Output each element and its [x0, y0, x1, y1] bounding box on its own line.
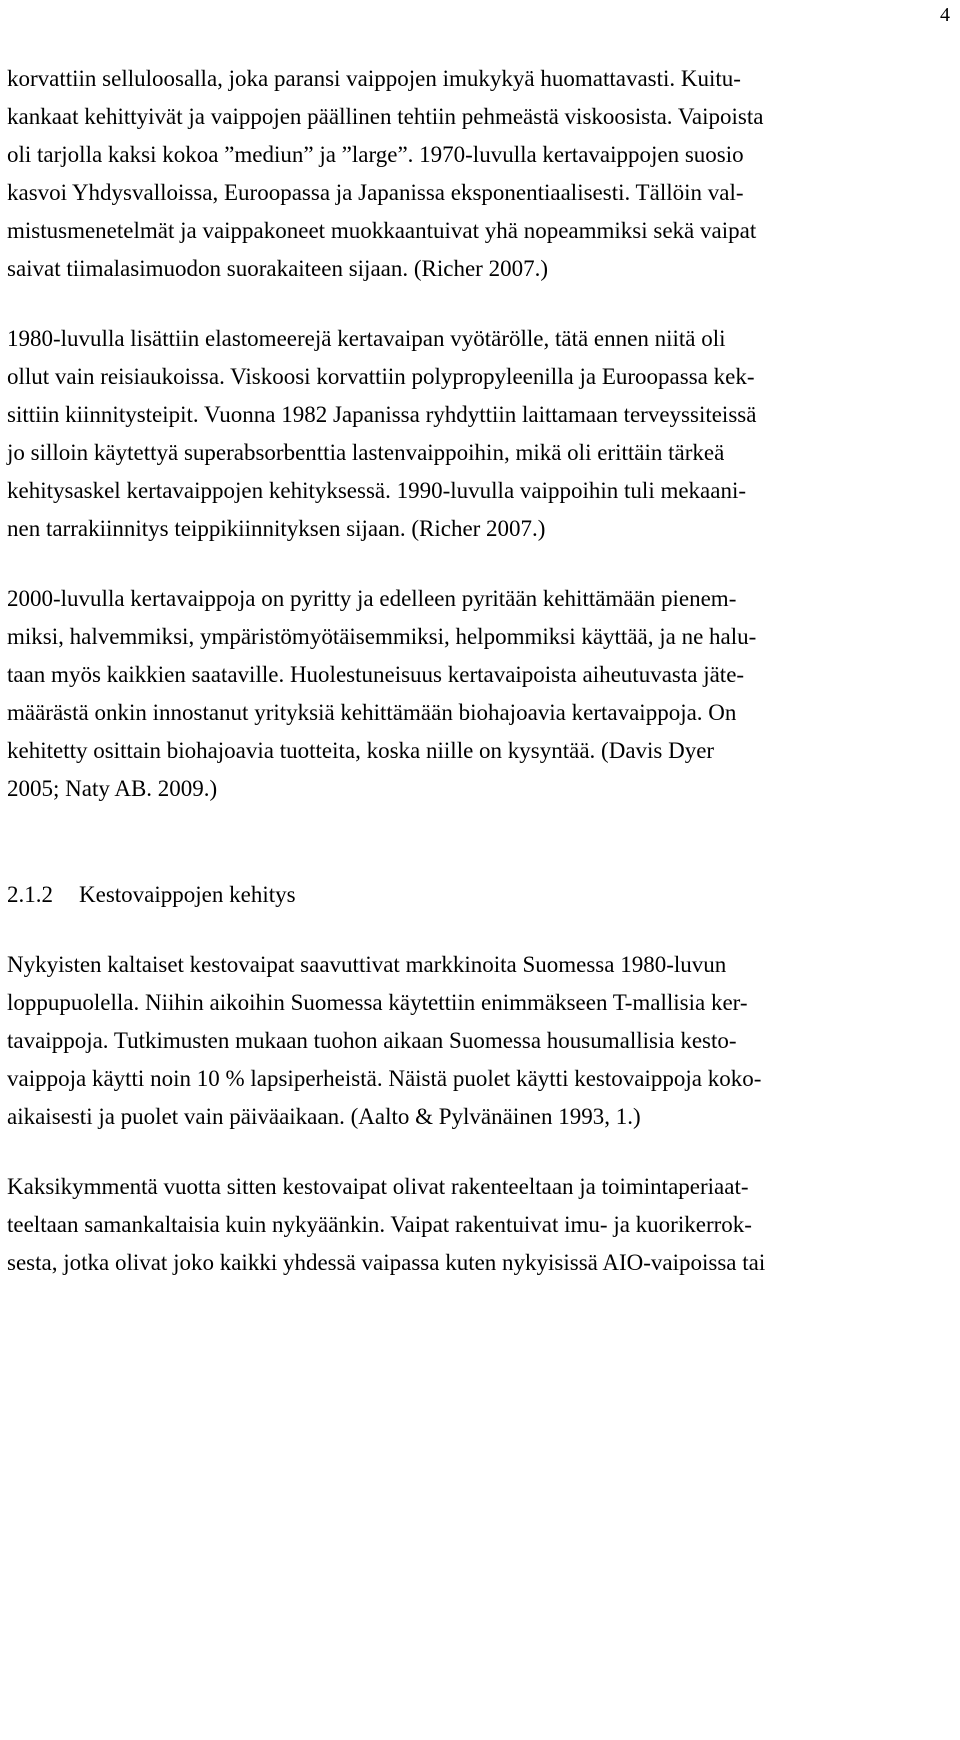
- text-line: teeltaan samankaltaisia kuin nykyäänkin. Vaipat rakentuivat imu- ja kuorikerrok-: [7, 1212, 752, 1237]
- text-line: kehitysaskel kertavaippojen kehityksessä. 1990-luvulla vaippoihin tuli mekaani-: [7, 478, 747, 503]
- text-line: nen tarrakiinnitys teippikiinnityksen sijaan. (Richer 2007.): [7, 516, 546, 541]
- text-line: kankaat kehittyivät ja vaippojen päällinen tehtiin pehmeästä viskoosista. Vaipoista: [7, 104, 764, 129]
- section-spacer: [7, 914, 947, 946]
- text-line: tavaippoja. Tutkimusten mukaan tuohon aikaan Suomessa housumallisia kesto-: [7, 1028, 737, 1053]
- text-line: saivat tiimalasimuodon suorakaiteen sijaan. (Richer 2007.): [7, 256, 548, 281]
- text-line: oli tarjolla kaksi kokoa ”mediun” ja ”large”. 1970-luvulla kertavaippojen suosio: [7, 142, 744, 167]
- text-line: miksi, halvemmiksi, ympäristömyötäisemmiksi, helpommiksi käyttää, ja ne halu-: [7, 624, 757, 649]
- section-spacer: [7, 808, 947, 876]
- text-line: taan myös kaikkien saataville. Huolestuneisuus kertavaipoista aiheutuvasta jäte-: [7, 662, 745, 687]
- text-line: aikaisesti ja puolet vain päiväaikaan. (Aalto & Pylvänäinen 1993, 1.): [7, 1104, 641, 1129]
- paragraph-spacer: [7, 288, 947, 320]
- paragraph-spacer: [7, 1136, 947, 1168]
- text-line: kehitetty osittain biohajoavia tuotteita, koska niille on kysyntää. (Davis Dyer: [7, 738, 715, 763]
- text-line: 1980-luvulla lisättiin elastomeerejä kertavaipan vyötärölle, tätä ennen niitä oli: [7, 326, 726, 351]
- text-line: vaippoja käytti noin 10 % lapsiperheistä. Näistä puolet käytti kestovaippoja koko-: [7, 1066, 762, 1091]
- text-line: mistusmenetelmät ja vaippakoneet muokkaantuivat yhä nopeammiksi sekä vaipat: [7, 218, 757, 243]
- paragraph-4: [7, 946, 947, 1136]
- text-line: kasvoi Yhdysvalloissa, Euroopassa ja Japanissa eksponentiaalisesti. Tällöin val-: [7, 180, 744, 205]
- text-line: sittiin kiinnitysteipit. Vuonna 1982 Japanissa ryhdyttiin laittamaan terveyssiteissä: [7, 402, 757, 427]
- section-title: Kestovaippojen kehitys: [79, 882, 296, 907]
- paragraph-spacer: [7, 548, 947, 580]
- paragraph-5: [7, 1168, 947, 1282]
- document-body: [7, 60, 947, 1282]
- text-line: määrästä onkin innostanut yrityksiä kehittämään biohajoavia kertavaippoja. On: [7, 700, 737, 725]
- text-line: ollut vain reisiaukoissa. Viskoosi korvattiin polypropyleenilla ja Euroopassa kek-: [7, 364, 755, 389]
- text-line: Nykyisten kaltaiset kestovaipat saavuttivat markkinoita Suomessa 1980-luvun: [7, 952, 727, 977]
- text-line: 2005; Naty AB. 2009.): [7, 776, 218, 801]
- paragraph-3: [7, 580, 947, 808]
- text-line: loppupuolella. Niihin aikoihin Suomessa käytettiin enimmäkseen T-mallisia ker-: [7, 990, 748, 1015]
- section-number: 2.1.2: [7, 882, 53, 907]
- section-heading: [7, 876, 947, 914]
- text-line: korvattiin selluloosalla, joka paransi vaippojen imukykyä huomattavasti. Kuitu-: [7, 66, 741, 91]
- text-line: jo silloin käytettyä superabsorbenttia lastenvaippoihin, mikä oli erittäin tärkeä: [7, 440, 725, 465]
- paragraph-1: [7, 60, 947, 288]
- page-number: 4: [940, 4, 950, 26]
- paragraph-2: [7, 320, 947, 548]
- text-line: Kaksikymmentä vuotta sitten kestovaipat olivat rakenteeltaan ja toimintaperiaat-: [7, 1174, 749, 1199]
- text-line: sesta, jotka olivat joko kaikki yhdessä vaipassa kuten nykyisissä AIO-vaipoissa tai: [7, 1250, 766, 1275]
- text-line: 2000-luvulla kertavaippoja on pyritty ja edelleen pyritään kehittämään pienem-: [7, 586, 737, 611]
